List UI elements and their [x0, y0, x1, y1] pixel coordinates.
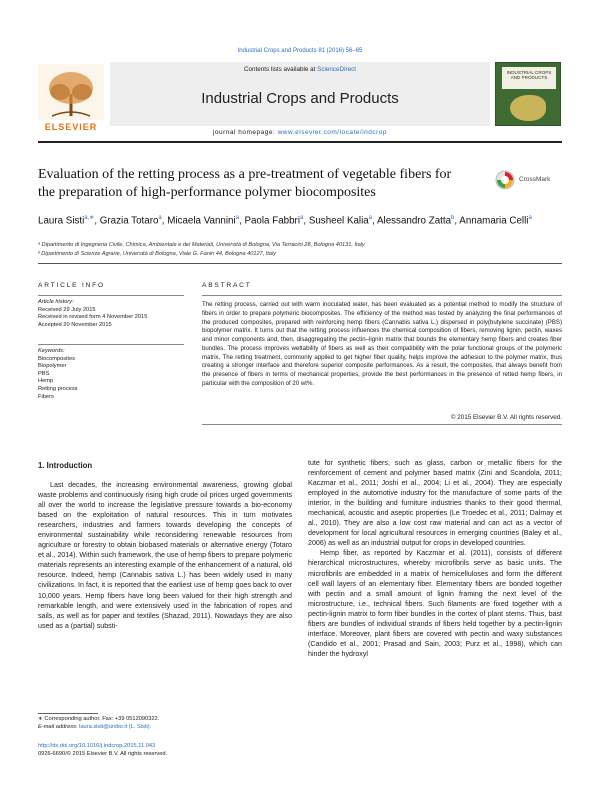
- corresponding-author-footnote: [38, 716, 292, 731]
- author-list: [38, 211, 558, 228]
- author-separator: ,: [372, 215, 377, 227]
- contents-line: [110, 66, 490, 73]
- intro-paragraph-1: Last decades, the increasing environmental awareness, growing global waste problems and continuously rising high crude oil prices urged governments all over the world to increase the legislative pressure towards a bio-economy based on the exploitation of natural resources. This in turn motivates researchers, industries and farmers towards developing the concepts of environmental sustainability while reconsidering renewable resources from agriculture or forestry to obtain biobased materials or alternative energy (Totaro et al., 2014). Within such framework, the use of hemp fibers to prepare polymeric materials represents an interesting example of the enhancement of a natural, old resource. Indeed, hemp (Cannabis sativa L.) has been widely used in many civilizations. In fact, it is reported that the earliest use of hemp goes back to over 10,000 years. Hemp fibers have long been valued for their high strength and remarkable length, and were extensively used in the fabrication of ropes and sails, as well as for paper and textiles (Shazad, 2011). Nowadays they are also used as a (partial) substi-: [38, 481, 292, 630]
- affiliation-a: ᵃ Dipartimento di Ingegneria Civile, Chimica, Ambientale e dei Materiali, Università di Bologna, Via Terracini 28, Bologna 40131, Italy: [38, 242, 365, 248]
- footnote-rule: [38, 713, 98, 714]
- journal-homepage: [110, 129, 490, 136]
- footnote-email: [38, 724, 292, 732]
- history-label: Article history:: [38, 299, 74, 305]
- affiliation-b: ᵇ Dipartimento di Scienze Agrarie, Università di Bologna, Viale G. Fanin 44, Bologna 40127, Italy: [38, 251, 277, 257]
- keywords-label: Keywords:: [38, 348, 65, 354]
- homepage-prefix: journal homepage:: [212, 129, 278, 136]
- journal-reference[interactable]: Industrial Crops and Products 81 (2016) 56–65: [237, 48, 363, 54]
- journal-title: Industrial Crops and Products: [201, 90, 399, 107]
- journal-cover-thumbnail[interactable]: [495, 62, 561, 126]
- author-separator: ,: [94, 215, 100, 227]
- email-link[interactable]: laura.sisti@unibo.it (L. Sisti).: [79, 723, 152, 730]
- author-separator: ,: [161, 215, 168, 227]
- article-history: [38, 299, 188, 329]
- keywords-rule: [38, 344, 184, 345]
- history-received: Received 29 July 2015: [38, 306, 96, 313]
- article-title: Evaluation of the retting process as a pre-treatment of vegetable fibers for the preparation of high-performance polymer biocomposites: [38, 167, 452, 200]
- header-rule: [38, 141, 562, 143]
- homepage-link[interactable]: www.elsevier.com/locate/indcrop: [277, 129, 388, 136]
- author-affiliation-marker[interactable]: a: [158, 215, 162, 221]
- author-affiliation-marker[interactable]: a: [235, 215, 239, 221]
- footnote-fax: ∗ Corresponding author. Fax: +39 0512090322.: [38, 716, 160, 722]
- crossmark-badge[interactable]: [495, 170, 565, 190]
- abstract-end-rule: [202, 424, 562, 425]
- author-affiliation-marker[interactable]: a,∗: [84, 215, 95, 221]
- author-affiliation-marker[interactable]: a: [528, 215, 532, 221]
- intro-paragraph-1-continued: tute for synthetic fibers, such as glass, carbon or metallic fibers for the reinforcement of cement and polymer based matrix (Zini and Scandola, 2011; Kaczmar et al., 2011; Joshi et al., 2004; Li et al., 2004). They are especially employed in the automotive industry for the manufacture of some parts of the interior, in the building and furniture industries thanks to their good thermal, mechanical, acoustic and aseptic properties (Le Troedec et al., 2011; Dalmay et al., 2010). They are also a low cost raw material and can act as a vector of development for local agricultural resources in emerging countries (Baley et al., 2006) as well as an industrial output for crops in developed countries.: [308, 459, 562, 548]
- crossmark-label: CrossMark: [519, 176, 551, 183]
- abstract-text: The retting process, carried out with warm inoculated water, has been evaluated as a potential method to modify the structure of fibers in order to prepare polymeric biocomposites. The efficiency of the method was tested by analyzing the final performances of the produced composites, prepared with reinforcing hemp fibers (Cannabis sativa L.) dispersed in poly(butylene succinate) (PBS) biopolymer matrix. It turns out that the retting process influences the chemical composition of fibers, removing lignin, pectin, waxes and minor components and, then, disaggregating the pectin–lignin matrix that bounds the elementary hemp fibers and creates fiber bundles. The process improves wettability of fibers as well as their compatibility with the polar functional groups of the polymeric matrix. The retting treatment, commonly applied to get higher fiber quality, helps improve the adhesion to the polymer matrix, thus creating a stronger interface and therefore superior composite performances. As a result, the composites, that always benefit from the presence of fibers in terms of mechanical properties, provide the best performances in the presence of retted hemp fibers, in particular with the composition of 20 wt%.: [202, 301, 562, 387]
- author-name[interactable]: Micaela Vannini: [167, 215, 236, 227]
- contents-prefix: Contents lists available at: [243, 66, 318, 73]
- keyword: Hemp: [38, 378, 54, 385]
- email-label: E-mail address:: [38, 723, 80, 730]
- author-name[interactable]: Laura Sisti: [38, 215, 85, 227]
- crossmark-icon: [495, 170, 515, 190]
- abstract-rule: [202, 295, 562, 296]
- affiliation-rule: [38, 263, 562, 264]
- author-separator: ,: [454, 215, 460, 227]
- doi-block: [38, 743, 292, 758]
- doi-link[interactable]: http://dx.doi.org/10.1016/j.indcrop.2015.11.043: [38, 743, 156, 749]
- author-affiliation-marker[interactable]: b: [451, 215, 455, 221]
- cover-title: INDUSTRIAL CROPS AND PRODUCTS: [506, 70, 552, 81]
- issn-line: 0926-6690/© 2015 Elsevier B.V. All rights reserved.: [38, 750, 168, 757]
- keyword: Retting process: [38, 385, 78, 392]
- keyword: Fibers: [38, 393, 54, 400]
- author-name[interactable]: Susheel Kalia: [308, 215, 369, 227]
- article-info-heading: ARTICLE INFO: [38, 282, 105, 289]
- article-info-rule: [38, 295, 184, 296]
- keyword: Biopolymer: [38, 363, 67, 370]
- sciencedirect-link[interactable]: ScienceDirect: [317, 66, 356, 73]
- abstract-heading: ABSTRACT: [202, 282, 252, 289]
- keyword: Biocomposites: [38, 355, 75, 362]
- intro-paragraph-2: Hemp fiber, as reported by Kaczmar et al. (2011), consists of different hierarchical microstructures, whereby microfibrils serve as basic units. The microfibrils are embedded in a matrix of hemicelluloses and form the different cell wall layers of an elementary fiber. Elementary fibers are bonded together with pectin and a small amount of lignin framing the next level of the microstructure, i.e., technical fibers. Such filaments are fixed together with a pectin-lignin matrix to form fiber bundles in the cortex of plant stems. Thus, bast fibers are bundles of individual strands of fibers held together by a pectin-lignin interface. Moreover, plant fibers are covered with pectin and waxy substances (Candido et al., 2001; Prasad and Sain, 2003; Purz et al., 1998), which can hinder the hydroxyl: [308, 549, 562, 658]
- author-separator: ,: [239, 215, 245, 227]
- author-separator: ,: [303, 215, 309, 227]
- history-accepted: Accepted 20 November 2015: [38, 321, 112, 328]
- abstract-copyright: © 2015 Elsevier B.V. All rights reserved.: [450, 414, 562, 421]
- history-revised: Received in revised form 4 November 2015: [38, 314, 148, 321]
- introduction-left-column: [38, 480, 292, 631]
- keywords: [38, 348, 188, 401]
- cover-image: [510, 95, 546, 121]
- author-name[interactable]: Annamaria Celli: [459, 215, 529, 227]
- author-affiliation-marker[interactable]: a: [300, 215, 304, 221]
- author-name[interactable]: Alessandro Zatta: [376, 215, 452, 227]
- keyword: PBS: [38, 370, 50, 377]
- introduction-right-column: [308, 458, 562, 659]
- author-name[interactable]: Grazia Totaro: [99, 215, 159, 227]
- author-affiliation-marker[interactable]: a: [368, 215, 373, 221]
- author-name[interactable]: Paola Fabbri: [244, 215, 301, 227]
- elsevier-wordmark: ELSEVIER: [44, 122, 98, 132]
- introduction-heading: 1. Introduction: [38, 461, 93, 470]
